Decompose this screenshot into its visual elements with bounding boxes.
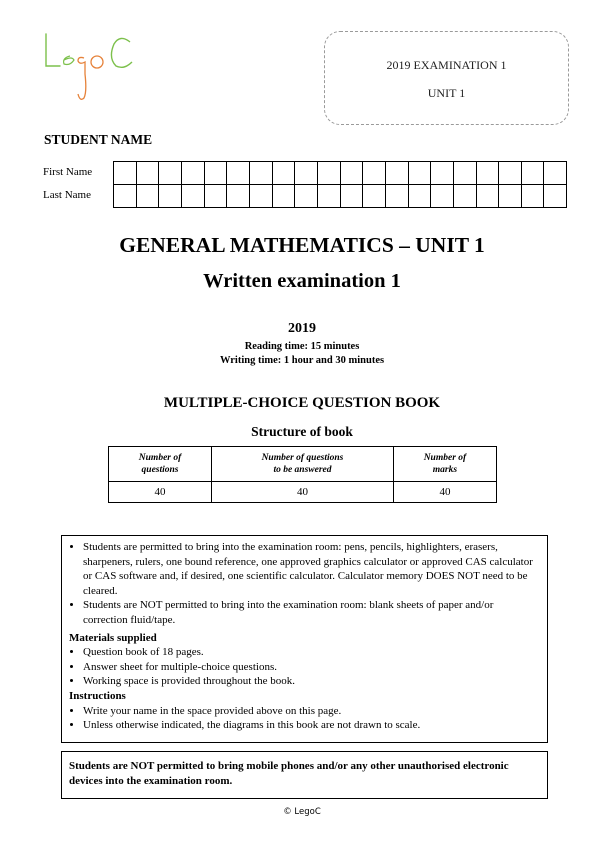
last-name-label: Last Name <box>43 189 91 201</box>
col-header-questions <box>109 447 212 482</box>
marks-value: 40 <box>393 482 496 503</box>
name-char-box[interactable] <box>341 184 364 208</box>
name-char-box[interactable] <box>363 162 386 185</box>
name-char-box[interactable] <box>363 184 386 208</box>
structure-table <box>108 446 497 503</box>
writing-time: Writing time: 1 hour and 30 minutes <box>219 355 385 366</box>
exam-subtitle: Written examination 1 <box>203 270 401 292</box>
name-char-box[interactable] <box>114 162 137 185</box>
name-char-box[interactable] <box>182 184 205 208</box>
name-char-box[interactable] <box>273 162 296 185</box>
name-char-box[interactable] <box>182 162 205 185</box>
permitted-list <box>69 540 539 628</box>
col-header-marks-line2: marks <box>432 465 458 475</box>
legoc-logo <box>40 28 140 100</box>
name-char-box[interactable] <box>431 184 454 208</box>
name-char-box[interactable] <box>454 184 477 208</box>
copyright: © LegoC <box>283 807 321 817</box>
instructions-box <box>61 535 548 743</box>
name-char-box[interactable] <box>454 162 477 185</box>
instructions-list <box>69 704 539 733</box>
name-char-box[interactable] <box>273 184 296 208</box>
name-char-box[interactable] <box>137 184 160 208</box>
name-char-box[interactable] <box>295 184 318 208</box>
reading-time: Reading time: 15 minutes <box>244 341 360 352</box>
name-char-box[interactable] <box>386 162 409 185</box>
name-char-box[interactable] <box>205 162 228 185</box>
name-char-box[interactable] <box>295 162 318 185</box>
answered-value: 40 <box>212 482 394 503</box>
name-char-box[interactable] <box>522 184 545 208</box>
name-char-box[interactable] <box>477 162 500 185</box>
name-char-box[interactable] <box>137 162 160 185</box>
name-char-box[interactable] <box>227 184 250 208</box>
materials-list <box>69 645 539 689</box>
exam-unit-label: UNIT 1 <box>427 86 466 100</box>
student-name-heading: STUDENT NAME <box>44 132 153 147</box>
name-char-box[interactable] <box>499 162 522 185</box>
name-char-box[interactable] <box>114 184 137 208</box>
name-char-box[interactable] <box>159 184 182 208</box>
name-char-box[interactable] <box>318 184 341 208</box>
last-name-boxes[interactable] <box>113 184 567 208</box>
col-header-answered <box>212 447 394 482</box>
exam-year-label: 2019 EXAMINATION 1 <box>386 58 507 72</box>
structure-heading: Structure of book <box>251 424 353 439</box>
col-header-marks <box>393 447 496 482</box>
questions-value: 40 <box>109 482 212 503</box>
list-item: • Write your name in the space provided above on this page. <box>83 704 539 719</box>
name-char-box[interactable] <box>544 184 567 208</box>
name-char-box[interactable] <box>386 184 409 208</box>
name-char-box[interactable] <box>544 162 567 185</box>
name-char-box[interactable] <box>159 162 182 185</box>
name-char-box[interactable] <box>409 184 432 208</box>
name-char-box[interactable] <box>205 184 228 208</box>
col-header-questions-line1: Number of <box>138 453 182 463</box>
name-char-box[interactable] <box>318 162 341 185</box>
instructions-heading: Instructions <box>69 689 126 702</box>
name-char-box[interactable] <box>499 184 522 208</box>
warning-text: Students are NOT permitted to bring mobile phones and/or any other unauthorised electronic devices into the examination room. <box>69 760 509 787</box>
structure-value-row <box>109 482 497 503</box>
materials-heading: Materials supplied <box>69 631 157 644</box>
col-header-marks-line1: Number of <box>423 453 467 463</box>
name-char-box[interactable] <box>477 184 500 208</box>
name-char-box[interactable] <box>250 162 273 185</box>
list-item: • Answer sheet for multiple-choice questions. <box>83 660 539 675</box>
name-char-box[interactable] <box>250 184 273 208</box>
name-char-box[interactable] <box>409 162 432 185</box>
col-header-questions-line2: questions <box>141 465 179 475</box>
warning-box <box>61 751 548 799</box>
name-char-box[interactable] <box>227 162 250 185</box>
name-char-box[interactable] <box>522 162 545 185</box>
exam-year: 2019 <box>288 321 316 336</box>
name-char-box[interactable] <box>431 162 454 185</box>
structure-header-row <box>109 447 497 482</box>
first-name-label: First Name <box>43 166 93 178</box>
book-heading: MULTIPLE-CHOICE QUESTION BOOK <box>163 395 441 411</box>
col-header-answered-line1: Number of questions <box>261 453 344 463</box>
col-header-answered-line2: to be answered <box>273 465 332 475</box>
list-item: • Question book of 18 pages. <box>83 645 539 660</box>
list-item: • Students are permitted to bring into the examination room: pens, pencils, highlighters, erasers, sharpeners, rulers, one bound reference, one approved graphics calculator or approved CAS calculator or CAS software and, if desired, one scientific calculator. Calculator memory DOES NOT need to be cleared. <box>83 540 539 598</box>
list-item: • Unless otherwise indicated, the diagrams in this book are not drawn to scale. <box>83 718 539 733</box>
list-item: • Students are NOT permitted to bring into the examination room: blank sheets of paper and/or correction fluid/tape. <box>83 598 539 627</box>
name-char-box[interactable] <box>341 162 364 185</box>
list-item: • Working space is provided throughout the book. <box>83 674 539 689</box>
exam-title: GENERAL MATHEMATICS – UNIT 1 <box>119 233 485 257</box>
first-name-boxes[interactable] <box>113 161 567 185</box>
exam-info-box <box>324 31 569 125</box>
